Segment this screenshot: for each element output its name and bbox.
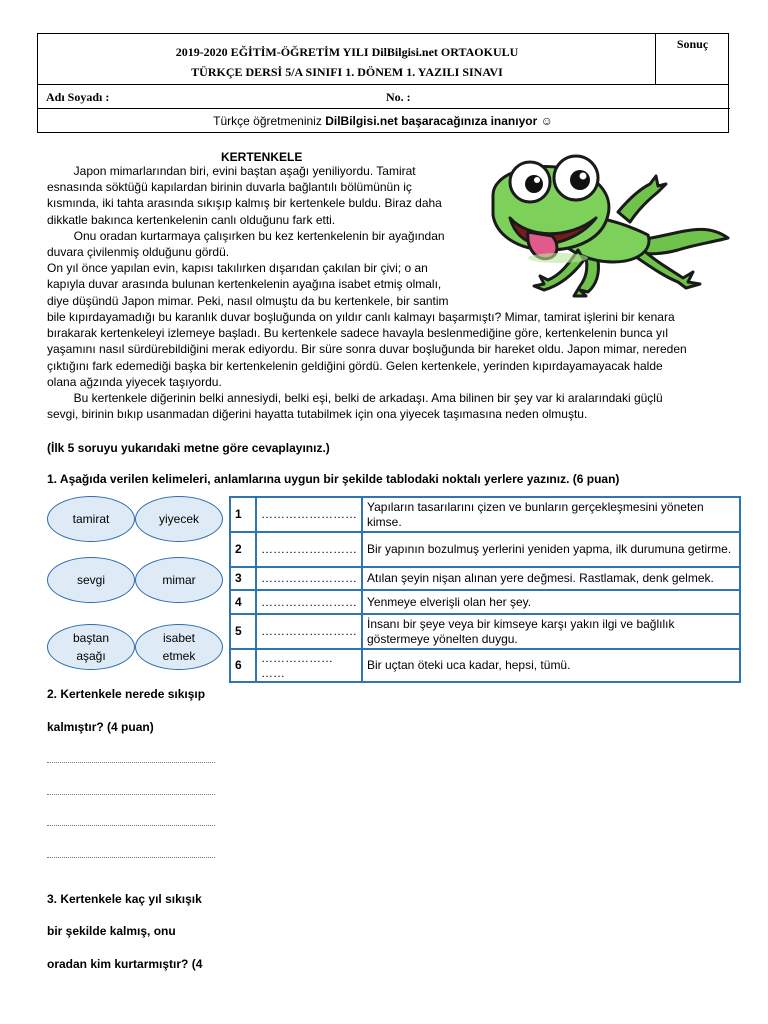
answer-blank[interactable]: ……………… …… bbox=[256, 649, 362, 682]
word-oval-sevgi: sevgi bbox=[47, 557, 135, 603]
row-number: 6 bbox=[230, 649, 256, 682]
story-line: çıktığını fark edemediği başka bir kertenkelenin geldiğini gördü. Gelen kertenkele, yerinden kıpırdayamayacak halde bbox=[47, 358, 663, 373]
story-line: diye düşündü Japon mimar. Peki, nasıl olmuştu da bu kertenkele, bir santim bbox=[47, 293, 449, 308]
answer-blank[interactable]: …………………… bbox=[256, 614, 362, 649]
question-3-line-3: oradan kim kurtarmıştır? (4 bbox=[47, 957, 203, 971]
story-line: sevgi, birinin bıkıp usanmadan diğerini hayatta tutabilmek için ona yiyecek taşımasına neden olmuştu. bbox=[47, 407, 588, 422]
brand-name: DilBilgisi.net bbox=[325, 114, 398, 128]
definition-cell: Atılan şeyin nişan alınan yere değmesi. Rastlamak, denk gelmek. bbox=[362, 567, 740, 590]
story-line: kısmında, iki tahta arasında sıkışıp kalmış bir kertenkele buldu. Biraz daha bbox=[47, 196, 442, 211]
definition-cell: Yenmeye elverişli olan her şey. bbox=[362, 590, 740, 614]
answer-blank[interactable]: …………………… bbox=[256, 590, 362, 614]
question-3-line-1: 3. Kertenkele kaç yıl sıkışık bbox=[47, 892, 202, 906]
word-oval-tamirat: tamirat bbox=[47, 496, 135, 542]
word-oval-mimar: mimar bbox=[135, 557, 223, 603]
story-line: bile kıpırdayamadığı bu karanlık duvar boşluğunda on yıldır canlı kalmayı başarmıştı? Mimar, tamirat işlerini bir kenara bbox=[47, 310, 675, 324]
answer-line[interactable] bbox=[47, 761, 215, 763]
table-row bbox=[230, 497, 740, 532]
story-line: esnasında söktüğü kapılardan birinin duvarla bağlantılı bölümünün iç bbox=[47, 180, 412, 195]
exam-title-cell bbox=[38, 34, 656, 85]
story-line: Bu kertenkele diğerinin belki annesiydi, belki eşi, belki de arkadaşı. Ama bilinen bir şey var ki aralarındaki güçlü bbox=[47, 391, 663, 406]
name-label: Adı Soyadı : bbox=[46, 90, 110, 104]
word-oval-yiyecek: yiyecek bbox=[135, 496, 223, 542]
story-line: duvara çivilenmiş olduğunu gördü. bbox=[47, 245, 230, 260]
story-line: yaşamını nasıl sürdürebildiğini merak ediyordu. Bir süre sonra duvar boşluğunda bir hareket oldu. Japon mimar, nereden bbox=[47, 342, 687, 357]
instruction-text: (İlk 5 soruyu yukarıdaki metne göre cevaplayınız.) bbox=[47, 441, 330, 455]
matching-table bbox=[229, 496, 741, 683]
story-line: bırakarak kertenkeleyi izlemeye başladı. Bu kertenkele sadece havayla beslenmediğine göre, kertenkelenin bunca yıl bbox=[47, 326, 669, 341]
definition-cell: Bir yapının bozulmuş yerlerini yeniden yapma, ilk durumuna getirme. bbox=[362, 532, 740, 567]
table-row bbox=[230, 532, 740, 567]
row-number: 3 bbox=[230, 567, 256, 590]
question-1-text: 1. Aşağıda verilen kelimeleri, anlamlarına uygun bir şekilde tablodaki noktalı yerlere yazınız. (6 puan) bbox=[47, 472, 620, 486]
exam-title: TÜRKÇE DERSİ 5/A SINIFI 1. DÖNEM 1. YAZILI SINAVI bbox=[191, 65, 503, 79]
word-oval-isabet-etmek: isabet etmek bbox=[135, 624, 223, 670]
table-row bbox=[230, 614, 740, 649]
story-line: Japon mimarlarından biri, evini baştan aşağı yeniliyordu. Tamirat bbox=[47, 164, 416, 178]
result-label: Sonuç bbox=[656, 34, 729, 85]
exam-header bbox=[37, 33, 729, 133]
answer-blank[interactable]: …………………… bbox=[256, 497, 362, 532]
table-row bbox=[230, 590, 740, 614]
question-2-line-2: kalmıştır? (4 puan) bbox=[47, 720, 154, 734]
story-line: dikkatle bakınca kertenkelenin canlı olduğunu fark etti. bbox=[47, 212, 336, 227]
story-line: kapıyla duvar arasında bulunan kertenkelenin ayağına isabet etmiş olmalı, bbox=[47, 277, 442, 292]
word-oval-bastan-asagi: baştan aşağı bbox=[47, 624, 135, 670]
teacher-message: Türkçe öğretmeniniz DilBilgisi.net başaracağınıza inanıyor ☺ bbox=[213, 114, 553, 128]
story-line: Onu oradan kurtarmaya çalışırken bu kez kertenkelenin bir ayağından bbox=[47, 228, 445, 243]
question-2-line-1: 2. Kertenkele nerede sıkışıp bbox=[47, 687, 206, 701]
table-row bbox=[230, 649, 740, 682]
definition-cell: İnsanı bir şeye veya bir kimseye karşı yakın ilgi ve bağlılık göstermeye yönelten duygu. bbox=[362, 614, 740, 649]
number-label: No. : bbox=[386, 90, 411, 104]
gecko-illustration bbox=[488, 150, 734, 298]
answer-line[interactable] bbox=[47, 793, 215, 795]
question-3-line-2: bir şekilde kalmış, onu bbox=[47, 924, 176, 938]
story-paragraph-top bbox=[47, 163, 467, 309]
story-title: KERTENKELE bbox=[221, 150, 303, 164]
answer-line[interactable] bbox=[47, 856, 215, 858]
row-number: 1 bbox=[230, 497, 256, 532]
row-number: 2 bbox=[230, 532, 256, 567]
definition-cell: Bir uçtan öteki uca kadar, hepsi, tümü. bbox=[362, 649, 740, 682]
student-info-row bbox=[38, 85, 730, 109]
answer-blank[interactable]: …………………… bbox=[256, 532, 362, 567]
answer-blank[interactable]: …………………… bbox=[256, 567, 362, 590]
definition-cell: Yapıların tasarılarını çizen ve bunların gerçekleşmesini yöneten kimse. bbox=[362, 497, 740, 532]
row-number: 5 bbox=[230, 614, 256, 649]
school-title: 2019-2020 EĞİTİM-ÖĞRETİM YILI DilBilgisi.net ORTAOKULU bbox=[175, 45, 519, 59]
story-line: On yıl önce yapılan evin, kapısı takılırken dışarıdan çakılan bir çivi; o an bbox=[47, 261, 428, 276]
story-paragraph-bottom bbox=[47, 309, 737, 422]
table-row bbox=[230, 567, 740, 590]
story-line: olana ağzında yiyecek taşıyordu. bbox=[47, 374, 222, 389]
row-number: 4 bbox=[230, 590, 256, 614]
answer-line[interactable] bbox=[47, 824, 215, 826]
